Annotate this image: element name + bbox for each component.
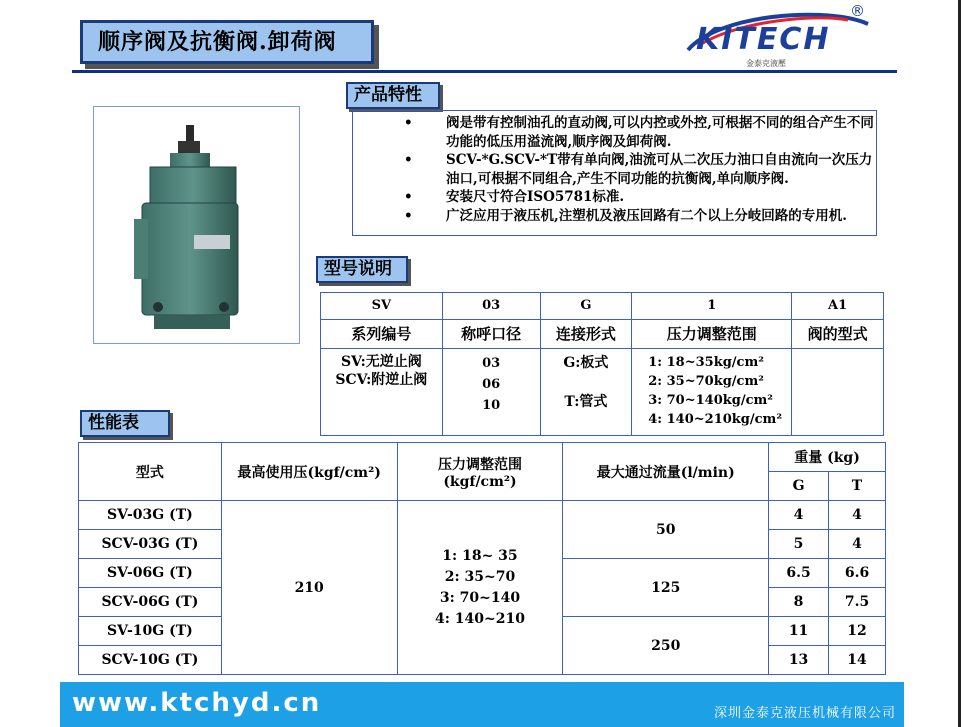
weight-g: 13 <box>769 646 829 675</box>
feature-item: • 广泛应用于液压机,注塑机及液压回路有二个以上分岐回路的专用机. <box>404 207 847 224</box>
pressure-range-values: 1: 18~ 35 2: 35~70 3: 70~140 4: 140~210 <box>397 501 563 675</box>
section-features-title: 产品特性 <box>346 82 440 109</box>
size-cell: 03 06 10 <box>442 349 540 436</box>
model-label: 压力调整范围 <box>632 320 792 349</box>
footer-company: 深圳金泰克液压机械有限公司 <box>713 706 896 721</box>
series-cell: SV:无逆止阀 SCV:附逆止阀 <box>321 349 443 436</box>
row-model: SV-10G (T) <box>79 617 222 646</box>
weight-g: 11 <box>769 617 829 646</box>
flow-value: 250 <box>563 617 769 675</box>
header-weight-g: G <box>769 472 829 501</box>
model-label: 阀的型式 <box>792 320 884 349</box>
logo-subtext: 金泰克液壓 <box>746 59 786 68</box>
product-image <box>93 106 300 344</box>
row-model: SV-03G (T) <box>79 501 222 530</box>
feature-item: • 安装尺寸符合ISO5781标准. <box>404 189 625 205</box>
row-model: SV-06G (T) <box>79 559 222 588</box>
flow-value: 125 <box>563 559 769 617</box>
footer-url[interactable]: www.ktchyd.cn <box>72 688 322 718</box>
section-performance-title: 性能表 <box>80 410 170 437</box>
logo-text: KITECH <box>696 22 831 57</box>
flow-value: 50 <box>563 501 769 559</box>
kitech-logo <box>678 2 878 68</box>
feature-item: • 阀是带有控制油孔的直动阀,可以内控或外控,可根据不同的组合产生不同功能的低压用溢流阀,顺序阀及卸荷阀. <box>404 115 874 150</box>
model-label: 连接形式 <box>540 320 632 349</box>
weight-g: 4 <box>769 501 829 530</box>
bullet: • <box>404 207 413 224</box>
row-model: SCV-10G (T) <box>79 646 222 675</box>
model-label: 称呼口径 <box>442 320 540 349</box>
weight-g: 6.5 <box>769 559 829 588</box>
model-code: 03 <box>442 293 540 320</box>
model-code: SV <box>321 293 443 320</box>
weight-t: 14 <box>829 646 886 675</box>
header-weight-t: T <box>829 472 886 501</box>
weight-g: 5 <box>769 530 829 559</box>
right-edge-rule <box>958 0 961 727</box>
header-weight: 重量 (kg) <box>769 443 886 472</box>
section-model-title: 型号说明 <box>316 256 408 283</box>
weight-t: 12 <box>829 617 886 646</box>
header-pressure-range: 压力调整范围 (kgf/cm²) <box>397 443 563 501</box>
model-code-table <box>320 292 884 436</box>
connection-cell: G:板式 T:管式 <box>540 349 632 436</box>
feature-item: • SCV-*G.SCV-*T带有单向阀,油流可从二次压力油口自由流向一次压力油口,可根据不同组合,产生不同功能的抗衡阀,单向顺序阀. <box>404 152 873 187</box>
pressure-range-cell: 1: 18~35kg/cm² 2: 35~70kg/cm² 3: 70~140kg/cm² 4: 140~210kg/cm² <box>632 349 792 436</box>
footer-bar <box>60 682 904 727</box>
performance-table <box>78 442 886 675</box>
model-code: 1 <box>632 293 792 320</box>
weight-t: 6.6 <box>829 559 886 588</box>
weight-t: 4 <box>829 530 886 559</box>
max-pressure-value: 210 <box>221 501 397 675</box>
header-max-flow: 最大通过流量(l/min) <box>563 443 769 501</box>
features-list <box>404 114 874 225</box>
bullet: • <box>404 115 413 131</box>
row-model: SCV-06G (T) <box>79 588 222 617</box>
header-max-pressure: 最高使用压(kgf/cm²) <box>221 443 397 501</box>
model-label: 系列编号 <box>321 320 443 349</box>
bullet: • <box>404 189 413 205</box>
valve-type-cell <box>792 349 884 436</box>
model-code: G <box>540 293 632 320</box>
registered-mark: ® <box>850 2 865 20</box>
weight-t: 4 <box>829 501 886 530</box>
weight-t: 7.5 <box>829 588 886 617</box>
bullet: • <box>404 152 413 168</box>
header-rule <box>72 70 897 73</box>
weight-g: 8 <box>769 588 829 617</box>
model-code: A1 <box>792 293 884 320</box>
header-model: 型式 <box>79 443 222 501</box>
page-title: 顺序阀及抗衡阀.卸荷阀 <box>98 29 337 55</box>
row-model: SCV-03G (T) <box>79 530 222 559</box>
